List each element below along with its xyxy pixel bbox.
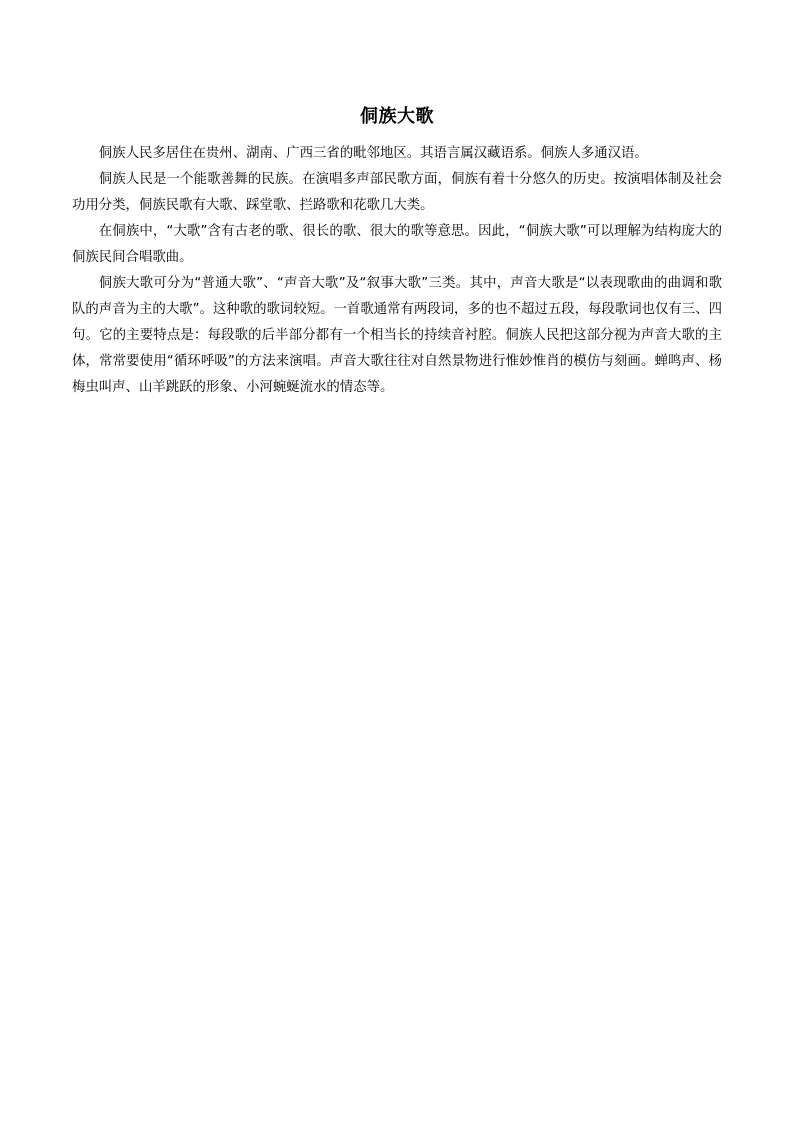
paragraph: 在侗族中，“大歌”含有古老的歌、很长的歌、很大的歌等意思。因此，“侗族大歌”可以理解为结构庞大的侗族民间合唱歌曲。 bbox=[72, 224, 722, 265]
paragraph: 侗族人民是一个能歌善舞的民族。在演唱多声部民歌方面，侗族有着十分悠久的历史。按演唱体制及社会功用分类，侗族民歌有大歌、踩堂歌、拦路歌和花歌几大类。 bbox=[72, 172, 722, 213]
paragraph: 侗族人民多居住在贵州、湖南、广西三省的毗邻地区。其语言属汉藏语系。侗族人多通汉语。 bbox=[98, 146, 648, 161]
document-body bbox=[72, 141, 722, 401]
paragraph: 侗族大歌可分为“普通大歌”、“声音大歌”及“叙事大歌”三类。其中，声音大歌是“以表现歌曲的曲调和歌队的声音为主的大歌”。这种歌的歌词较短。一首歌通常有两段词，多的也不超过五段，每段歌词也仅有三、四句。它的主要特点是：每段歌的后半部分都有一个相当长的持续音衬腔。侗族人民把这部分视为声音大歌的主体，常常要使用“循环呼吸”的方法来演唱。声音大歌往往对自然景物进行惟妙惟肖的模仿与刻画。蝉鸣声、杨梅虫叫声、山羊跳跃的形象、小河蜿蜒流水的情态等。 bbox=[72, 276, 722, 395]
document-title: 侗族大歌 bbox=[360, 106, 434, 127]
